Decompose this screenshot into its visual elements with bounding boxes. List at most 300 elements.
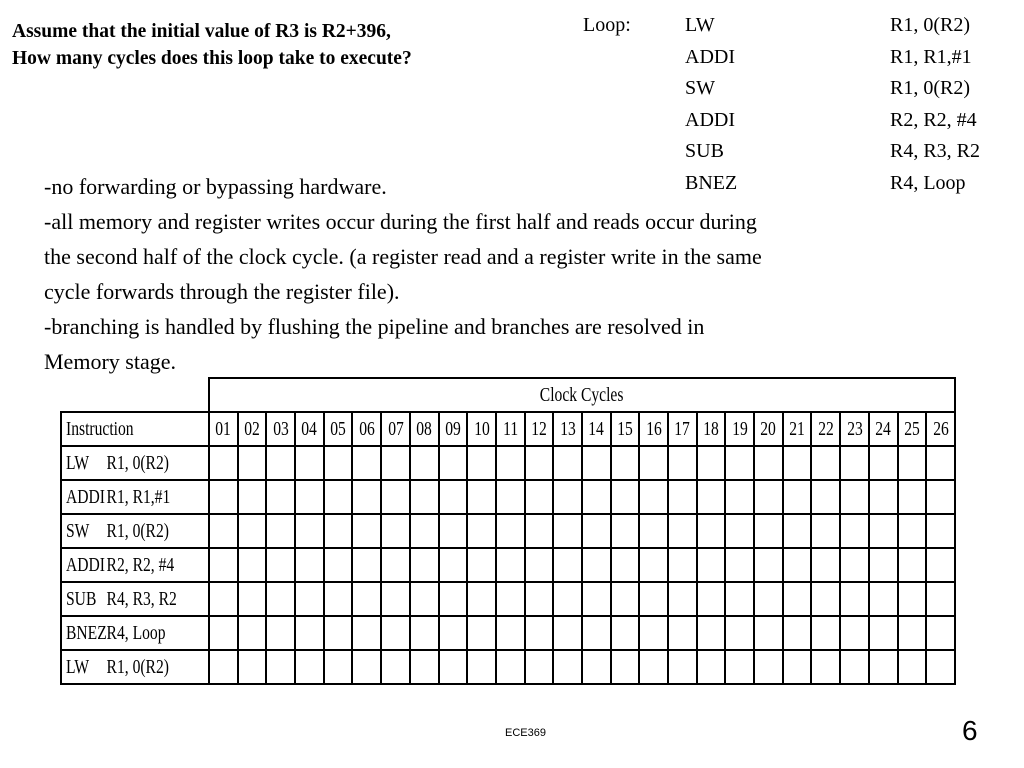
instruction-args: R1, 0(R2)	[106, 655, 169, 678]
cycle-number: 01	[215, 417, 232, 440]
cycle-cell[interactable]	[926, 582, 955, 616]
cycle-number: 09	[445, 417, 461, 440]
cycle-number: 10	[473, 417, 490, 440]
cycle-cell[interactable]	[725, 548, 754, 582]
cycle-cell[interactable]	[639, 582, 668, 616]
cycle-cell[interactable]	[266, 616, 295, 650]
cycle-cell[interactable]	[266, 446, 295, 480]
cycle-cell[interactable]	[697, 446, 726, 480]
cycle-cell[interactable]	[553, 446, 582, 480]
cycle-cell[interactable]	[811, 548, 840, 582]
cycle-cell[interactable]	[381, 548, 410, 582]
cycle-cell[interactable]	[697, 616, 726, 650]
cycle-header	[525, 412, 554, 446]
table-row	[61, 650, 955, 684]
pipeline-table	[60, 377, 956, 685]
cycle-cell[interactable]	[668, 514, 697, 548]
loop-label-text: Loop:	[583, 14, 631, 36]
cycle-number: 19	[731, 417, 748, 440]
cycle-cell[interactable]	[238, 480, 267, 514]
cycle-cell[interactable]	[439, 514, 468, 548]
cycle-cell[interactable]	[266, 650, 295, 684]
code-args: R1, R1,#1	[890, 45, 972, 68]
cycle-cell[interactable]	[209, 480, 238, 514]
cycle-cell[interactable]	[324, 514, 353, 548]
cycle-cell[interactable]	[754, 514, 783, 548]
cycle-cell[interactable]	[926, 616, 955, 650]
cycle-cell[interactable]	[811, 514, 840, 548]
cycle-cell[interactable]	[209, 548, 238, 582]
cycle-header	[697, 412, 726, 446]
cycle-cell[interactable]	[209, 616, 238, 650]
cycle-cell[interactable]	[467, 446, 496, 480]
cycle-cell[interactable]	[754, 582, 783, 616]
cycle-cell[interactable]	[611, 582, 640, 616]
cycle-cell[interactable]	[639, 650, 668, 684]
cycle-number: 21	[789, 417, 805, 440]
code-args: R1, 0(R2)	[890, 77, 970, 99]
cycle-cell[interactable]	[611, 548, 640, 582]
note-line: the second half of the clock cycle. (a register read and a register write in the same	[44, 244, 762, 269]
cycle-number: 24	[875, 417, 891, 440]
cycle-cell[interactable]	[525, 616, 554, 650]
cycle-cell[interactable]	[840, 650, 869, 684]
cycle-cell[interactable]	[611, 650, 640, 684]
cycle-cell[interactable]	[582, 514, 611, 548]
cycle-cell[interactable]	[295, 548, 324, 582]
instruction-cell	[61, 548, 209, 582]
cycle-cell[interactable]	[209, 514, 238, 548]
cycle-cell[interactable]	[553, 548, 582, 582]
cycle-cell[interactable]	[611, 616, 640, 650]
cycle-cell[interactable]	[439, 548, 468, 582]
cycle-number: 23	[846, 417, 863, 440]
cycle-cell[interactable]	[898, 514, 927, 548]
cycle-cell[interactable]	[582, 480, 611, 514]
cycle-cell[interactable]	[410, 582, 439, 616]
cycle-cell[interactable]	[754, 650, 783, 684]
note-line: cycle forwards through the register file).	[44, 279, 400, 304]
table-row	[61, 548, 955, 582]
cycle-cell[interactable]	[869, 514, 898, 548]
cycle-number: 12	[531, 417, 547, 440]
cycle-cell[interactable]	[898, 446, 927, 480]
cycle-number: 14	[588, 417, 605, 440]
question-line: How many cycles does this loop take to execute?	[12, 48, 412, 69]
cycle-cell[interactable]	[783, 446, 812, 480]
cycle-cell[interactable]	[926, 446, 955, 480]
cycle-header	[209, 412, 238, 446]
instruction-args: R4, Loop	[106, 621, 166, 644]
cycle-cell[interactable]	[639, 480, 668, 514]
code-args: R2, R2, #4	[890, 108, 977, 131]
cycle-cell[interactable]	[553, 480, 582, 514]
cycle-cell[interactable]	[725, 650, 754, 684]
cycle-cell[interactable]	[869, 548, 898, 582]
cycle-cell[interactable]	[352, 480, 381, 514]
question	[12, 18, 412, 72]
cycle-header	[410, 412, 439, 446]
cycle-cell[interactable]	[898, 582, 927, 616]
cycle-cell[interactable]	[811, 616, 840, 650]
cycle-cell[interactable]	[611, 514, 640, 548]
cycle-cell[interactable]	[496, 548, 525, 582]
cycle-cell[interactable]	[238, 616, 267, 650]
instruction-cell	[61, 616, 209, 650]
clock-cycles-label: Clock Cycles	[540, 383, 624, 406]
code-op: LW	[685, 14, 715, 36]
cycle-cell[interactable]	[525, 480, 554, 514]
cycle-cell[interactable]	[381, 650, 410, 684]
cycle-cell[interactable]	[926, 650, 955, 684]
cycle-cell[interactable]	[926, 480, 955, 514]
cycle-cell[interactable]	[582, 616, 611, 650]
cycle-cell[interactable]	[668, 480, 697, 514]
cycle-cell[interactable]	[611, 480, 640, 514]
cycle-cell[interactable]	[352, 616, 381, 650]
table-row	[61, 446, 955, 480]
cycle-cell[interactable]	[811, 582, 840, 616]
instruction	[66, 554, 174, 577]
instruction-op: ADDI	[66, 485, 105, 508]
code-op: ADDI	[685, 108, 735, 131]
cycle-cell[interactable]	[295, 514, 324, 548]
instruction-op: LW	[66, 655, 90, 678]
cycle-cell[interactable]	[266, 514, 295, 548]
cycle-header	[611, 412, 640, 446]
cycle-cell[interactable]	[553, 616, 582, 650]
instruction-cell	[61, 514, 209, 548]
cycle-cell[interactable]	[381, 480, 410, 514]
cycle-cell[interactable]	[467, 650, 496, 684]
cycle-cell[interactable]	[410, 446, 439, 480]
cycle-header	[754, 412, 783, 446]
cycle-cell[interactable]	[553, 514, 582, 548]
code-op: ADDI	[685, 45, 735, 68]
cycle-cell[interactable]	[840, 616, 869, 650]
cycle-cell[interactable]	[266, 548, 295, 582]
cycle-header	[898, 412, 927, 446]
cycle-cell[interactable]	[381, 446, 410, 480]
loop-label	[583, 10, 631, 42]
code-op: BNEZ	[685, 171, 738, 194]
cycle-cell[interactable]	[926, 548, 955, 582]
cycle-cell[interactable]	[238, 446, 267, 480]
cycle-cell[interactable]	[639, 514, 668, 548]
cycle-cell[interactable]	[324, 582, 353, 616]
cycle-header	[295, 412, 324, 446]
cycle-cell[interactable]	[754, 616, 783, 650]
note-line: -branching is handled by flushing the pipeline and branches are resolved in	[44, 314, 705, 339]
cycle-cell[interactable]	[410, 480, 439, 514]
cycle-cell[interactable]	[783, 514, 812, 548]
cycle-cell[interactable]	[754, 446, 783, 480]
table-row	[61, 582, 955, 616]
cycle-cell[interactable]	[295, 582, 324, 616]
cycle-cell[interactable]	[582, 548, 611, 582]
instruction-op: BNEZ	[66, 621, 107, 644]
cycle-cell[interactable]	[496, 582, 525, 616]
cycle-cell[interactable]	[467, 582, 496, 616]
cycle-cell[interactable]	[439, 616, 468, 650]
cycle-cell[interactable]	[295, 480, 324, 514]
cycle-cell[interactable]	[811, 650, 840, 684]
cycle-cell[interactable]	[209, 650, 238, 684]
cycle-cell[interactable]	[439, 446, 468, 480]
cycle-cell[interactable]	[467, 514, 496, 548]
cycle-header	[926, 412, 955, 446]
code-args: R1, 0(R2)	[890, 14, 970, 36]
cycle-cell[interactable]	[898, 480, 927, 514]
instruction-op: SW	[66, 519, 90, 542]
cycle-cell[interactable]	[352, 514, 381, 548]
instruction	[66, 656, 169, 679]
instruction-args: R1, R1,#1	[106, 485, 171, 508]
instruction	[66, 520, 169, 543]
cycle-cell[interactable]	[381, 514, 410, 548]
cycle-header	[381, 412, 410, 446]
cycle-cell[interactable]	[467, 548, 496, 582]
cycle-cell[interactable]	[582, 650, 611, 684]
cycle-cell[interactable]	[582, 582, 611, 616]
cycle-cell[interactable]	[238, 582, 267, 616]
cycle-header	[639, 412, 668, 446]
cycle-cell[interactable]	[926, 514, 955, 548]
question-line: Assume that the initial value of R3 is R2+396,	[12, 21, 391, 42]
note-line: Memory stage.	[44, 349, 176, 374]
cycle-cell[interactable]	[840, 548, 869, 582]
cycle-number: 16	[645, 417, 662, 440]
cycle-cell[interactable]	[840, 480, 869, 514]
cycle-cell[interactable]	[467, 480, 496, 514]
cycle-cell[interactable]	[553, 582, 582, 616]
cycle-number: 05	[330, 417, 346, 440]
instruction-args: R4, R3, R2	[106, 587, 177, 610]
cycle-header	[783, 412, 812, 446]
cycle-cell[interactable]	[639, 446, 668, 480]
cycle-cell[interactable]	[668, 616, 697, 650]
cycle-cell[interactable]	[668, 548, 697, 582]
table-row	[61, 480, 955, 514]
group-header-row	[61, 378, 955, 412]
instruction	[66, 486, 170, 509]
cycle-cell[interactable]	[869, 616, 898, 650]
cycle-cell[interactable]	[869, 582, 898, 616]
cycle-cell[interactable]	[266, 480, 295, 514]
cycle-cell[interactable]	[410, 548, 439, 582]
cycle-cell[interactable]	[783, 616, 812, 650]
cycle-number: 06	[359, 417, 375, 440]
cycle-cell[interactable]	[352, 650, 381, 684]
cycle-cell[interactable]	[783, 650, 812, 684]
cycle-header	[582, 412, 611, 446]
cycle-cell[interactable]	[811, 480, 840, 514]
cycle-cell[interactable]	[898, 616, 927, 650]
cycle-number: 22	[818, 417, 834, 440]
cycle-number: 18	[703, 417, 719, 440]
cycle-cell[interactable]	[324, 616, 353, 650]
cycle-cell[interactable]	[324, 548, 353, 582]
cycle-cell[interactable]	[668, 582, 697, 616]
code-args: R4, Loop	[890, 171, 966, 194]
cycle-cell[interactable]	[639, 616, 668, 650]
cycle-cell[interactable]	[295, 616, 324, 650]
cycle-header	[668, 412, 697, 446]
instruction-args: R2, R2, #4	[106, 553, 175, 576]
instruction-op: LW	[66, 451, 90, 474]
instruction-args: R1, 0(R2)	[106, 451, 169, 474]
cycle-number: 15	[617, 417, 633, 440]
cycle-number: 02	[244, 417, 260, 440]
instruction-header-label: Instruction	[66, 417, 134, 440]
cycle-number: 03	[272, 417, 289, 440]
cycle-cell[interactable]	[410, 514, 439, 548]
cycle-cell[interactable]	[352, 582, 381, 616]
instruction	[66, 622, 165, 645]
cycle-cell[interactable]	[324, 480, 353, 514]
cycle-cell[interactable]	[611, 446, 640, 480]
cycle-cell[interactable]	[496, 650, 525, 684]
cycle-cell[interactable]	[639, 548, 668, 582]
cycle-cell[interactable]	[496, 514, 525, 548]
cycle-cell[interactable]	[525, 514, 554, 548]
cycle-cell[interactable]	[381, 616, 410, 650]
cycle-cell[interactable]	[725, 616, 754, 650]
empty-corner	[61, 378, 209, 412]
cycle-number: 07	[387, 417, 404, 440]
cycle-cell[interactable]	[238, 548, 267, 582]
code-op: SW	[685, 77, 715, 99]
cycle-cell[interactable]	[238, 514, 267, 548]
cycle-number: 17	[674, 417, 691, 440]
cycle-cell[interactable]	[295, 446, 324, 480]
instruction-cell	[61, 582, 209, 616]
cycle-cell[interactable]	[496, 446, 525, 480]
cycle-number: 11	[502, 417, 518, 440]
cycle-number: 20	[760, 417, 777, 440]
cycle-cell[interactable]	[697, 514, 726, 548]
header-row	[61, 412, 955, 446]
instruction-op: SUB	[66, 587, 97, 610]
cycle-header	[869, 412, 898, 446]
instruction	[66, 452, 169, 475]
cycle-cell[interactable]	[725, 480, 754, 514]
cycle-cell[interactable]	[525, 446, 554, 480]
cycle-header	[324, 412, 353, 446]
cycle-cell[interactable]	[668, 446, 697, 480]
code-op: SUB	[685, 140, 724, 162]
cycle-cell[interactable]	[209, 582, 238, 616]
cycle-cell[interactable]	[725, 514, 754, 548]
cycle-cell[interactable]	[439, 650, 468, 684]
cycle-cell[interactable]	[266, 582, 295, 616]
cycle-cell[interactable]	[496, 480, 525, 514]
cycle-cell[interactable]	[783, 480, 812, 514]
cycle-cell[interactable]	[352, 446, 381, 480]
cycle-cell[interactable]	[869, 650, 898, 684]
cycle-header	[811, 412, 840, 446]
cycle-cell[interactable]	[324, 650, 353, 684]
cycle-cell[interactable]	[496, 616, 525, 650]
cycle-cell[interactable]	[467, 616, 496, 650]
cycle-number: 13	[559, 417, 576, 440]
cycle-cell[interactable]	[869, 480, 898, 514]
cycle-cell[interactable]	[754, 480, 783, 514]
cycle-cell[interactable]	[209, 446, 238, 480]
cycle-cell[interactable]	[439, 480, 468, 514]
cycle-cell[interactable]	[697, 480, 726, 514]
cycle-cell[interactable]	[295, 650, 324, 684]
cycle-header	[352, 412, 381, 446]
cycle-cell[interactable]	[697, 582, 726, 616]
cycle-header	[439, 412, 468, 446]
table-row	[61, 616, 955, 650]
note-line: -no forwarding or bypassing hardware.	[44, 174, 387, 199]
cycle-cell[interactable]	[898, 548, 927, 582]
table-row	[61, 514, 955, 548]
cycle-cell[interactable]	[811, 446, 840, 480]
cycle-cell[interactable]	[783, 548, 812, 582]
cycle-header	[266, 412, 295, 446]
instruction-cell	[61, 446, 209, 480]
cycle-cell[interactable]	[410, 616, 439, 650]
cycle-header	[467, 412, 496, 446]
cycle-cell[interactable]	[439, 582, 468, 616]
cycle-cell[interactable]	[324, 446, 353, 480]
cycle-number: 04	[301, 417, 318, 440]
cycle-cell[interactable]	[840, 582, 869, 616]
cycle-cell[interactable]	[869, 446, 898, 480]
cycle-header	[840, 412, 869, 446]
instruction-op: ADDI	[66, 553, 105, 576]
cycle-cell[interactable]	[582, 446, 611, 480]
cycle-cell[interactable]	[783, 582, 812, 616]
cycle-header	[725, 412, 754, 446]
cycle-cell[interactable]	[898, 650, 927, 684]
cycle-number: 25	[904, 417, 920, 440]
cycle-cell[interactable]	[381, 582, 410, 616]
cycle-cell[interactable]	[725, 446, 754, 480]
instruction	[66, 588, 177, 611]
cycle-cell[interactable]	[725, 582, 754, 616]
cycle-cell[interactable]	[840, 514, 869, 548]
cycle-cell[interactable]	[754, 548, 783, 582]
cycle-cell[interactable]	[352, 548, 381, 582]
cycle-cell[interactable]	[697, 650, 726, 684]
footer: ECE369	[505, 727, 546, 739]
assumptions	[44, 169, 994, 379]
cycle-cell[interactable]	[840, 446, 869, 480]
instruction-header	[61, 412, 209, 446]
cycle-header	[238, 412, 267, 446]
cycle-cell[interactable]	[410, 650, 439, 684]
cycle-header	[553, 412, 582, 446]
instruction-cell	[61, 480, 209, 514]
cycle-cell[interactable]	[238, 650, 267, 684]
cycle-cell[interactable]	[525, 548, 554, 582]
instruction-args: R1, 0(R2)	[106, 519, 169, 542]
cycle-number: 08	[416, 417, 432, 440]
clock-cycles-header	[209, 378, 955, 412]
cycle-cell[interactable]	[668, 650, 697, 684]
instruction-cell	[61, 650, 209, 684]
cycle-cell[interactable]	[553, 650, 582, 684]
cycle-cell[interactable]	[697, 548, 726, 582]
cycle-cell[interactable]	[525, 650, 554, 684]
page-number: 6	[962, 715, 978, 746]
cycle-cell[interactable]	[525, 582, 554, 616]
cycle-header	[496, 412, 525, 446]
